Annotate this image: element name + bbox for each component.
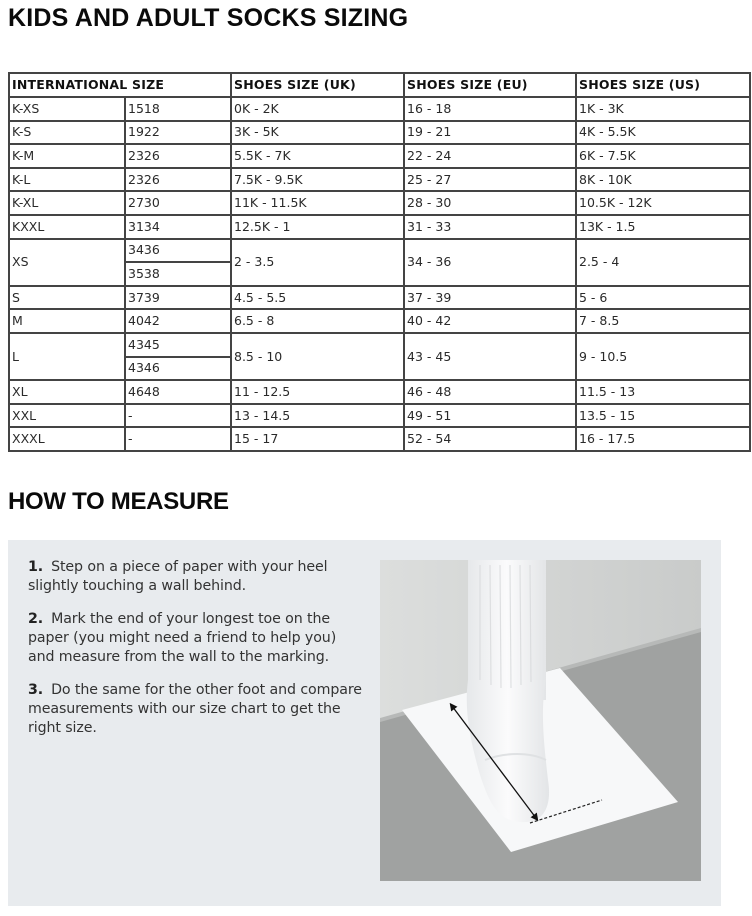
cell-size-code: 3134 [125,215,231,239]
cell-size-code: 2730 [125,191,231,215]
cell-international-size: M [9,309,125,333]
cell-eu-size: 25 - 27 [404,168,576,192]
cell-uk-size: 8.5 - 10 [231,333,404,380]
cell-eu-size: 37 - 39 [404,286,576,310]
cell-us-size: 13.5 - 15 [576,404,750,428]
cell-international-size: L [9,333,125,380]
measure-step-3 [28,681,363,738]
table-row [9,239,750,263]
cell-us-size: 10.5K - 12K [576,191,750,215]
cell-us-size: 6K - 7.5K [576,144,750,168]
cell-uk-size: 11K - 11.5K [231,191,404,215]
cell-us-size: 7 - 8.5 [576,309,750,333]
cell-size-code: 4346 [125,357,231,381]
cell-us-size: 11.5 - 13 [576,380,750,404]
foot-measurement-photo [380,560,701,881]
table-row [9,144,750,168]
cell-eu-size: 52 - 54 [404,427,576,451]
cell-eu-size: 28 - 30 [404,191,576,215]
step-text: Do the same for the other foot and compare measurements with our size chart to get the right size. [28,682,362,736]
cell-size-code: 4042 [125,309,231,333]
cell-eu-size: 43 - 45 [404,333,576,380]
cell-size-code: 2326 [125,144,231,168]
cell-eu-size: 49 - 51 [404,404,576,428]
cell-eu-size: 34 - 36 [404,239,576,286]
cell-size-code: 1922 [125,121,231,145]
table-row [9,168,750,192]
cell-us-size: 8K - 10K [576,168,750,192]
cell-uk-size: 6.5 - 8 [231,309,404,333]
step-number: 1. [28,559,44,575]
cell-eu-size: 46 - 48 [404,380,576,404]
cell-uk-size: 3K - 5K [231,121,404,145]
table-row [9,333,750,357]
cell-us-size: 13K - 1.5 [576,215,750,239]
cell-eu-size: 31 - 33 [404,215,576,239]
cell-size-code: 3538 [125,262,231,286]
cell-size-code: 3739 [125,286,231,310]
cell-us-size: 5 - 6 [576,286,750,310]
page-title: KIDS AND ADULT SOCKS SIZING [8,4,409,32]
cell-us-size: 1K - 3K [576,97,750,121]
step-number: 3. [28,682,44,698]
cell-international-size: K-S [9,121,125,145]
cell-international-size: K-L [9,168,125,192]
cell-size-code: 1518 [125,97,231,121]
cell-size-code: - [125,427,231,451]
cell-us-size: 2.5 - 4 [576,239,750,286]
step-text: Step on a piece of paper with your heel slightly touching a wall behind. [28,559,328,594]
cell-international-size: K-XS [9,97,125,121]
table-row [9,309,750,333]
cell-international-size: XL [9,380,125,404]
cell-uk-size: 11 - 12.5 [231,380,404,404]
step-text: Mark the end of your longest toe on the paper (you might need a friend to help you) and measure from the wall to the marking. [28,611,337,665]
cell-uk-size: 15 - 17 [231,427,404,451]
cell-eu-size: 40 - 42 [404,309,576,333]
table-row [9,215,750,239]
cell-uk-size: 13 - 14.5 [231,404,404,428]
how-to-measure-panel [8,540,721,906]
cell-size-code: 4648 [125,380,231,404]
cell-size-code: 4345 [125,333,231,357]
cell-us-size: 16 - 17.5 [576,427,750,451]
how-to-measure-heading: HOW TO MEASURE [8,488,229,515]
header-eu-size: SHOES SIZE (EU) [404,73,576,97]
cell-international-size: K-XL [9,191,125,215]
cell-international-size: XS [9,239,125,286]
cell-eu-size: 16 - 18 [404,97,576,121]
cell-international-size: KXXL [9,215,125,239]
cell-eu-size: 22 - 24 [404,144,576,168]
measure-step-2 [28,610,363,667]
header-uk-size: SHOES SIZE (UK) [231,73,404,97]
cell-us-size: 9 - 10.5 [576,333,750,380]
cell-international-size: XXL [9,404,125,428]
table-header-row [9,73,750,97]
step-number: 2. [28,611,44,627]
table-row [9,286,750,310]
size-chart-table [8,72,751,452]
cell-size-code: 2326 [125,168,231,192]
cell-uk-size: 7.5K - 9.5K [231,168,404,192]
header-international-size: INTERNATIONAL SIZE [9,73,231,97]
cell-international-size: S [9,286,125,310]
table-row [9,191,750,215]
cell-size-code: - [125,404,231,428]
cell-eu-size: 19 - 21 [404,121,576,145]
cell-us-size: 4K - 5.5K [576,121,750,145]
table-row [9,121,750,145]
table-row [9,404,750,428]
table-row [9,427,750,451]
table-row [9,97,750,121]
cell-uk-size: 2 - 3.5 [231,239,404,286]
cell-size-code: 3436 [125,239,231,263]
cell-uk-size: 5.5K - 7K [231,144,404,168]
cell-uk-size: 0K - 2K [231,97,404,121]
header-us-size: SHOES SIZE (US) [576,73,750,97]
measure-steps [28,558,363,752]
cell-uk-size: 4.5 - 5.5 [231,286,404,310]
measure-step-1 [28,558,363,596]
cell-uk-size: 12.5K - 1 [231,215,404,239]
cell-international-size: K-M [9,144,125,168]
cell-international-size: XXXL [9,427,125,451]
table-row [9,380,750,404]
